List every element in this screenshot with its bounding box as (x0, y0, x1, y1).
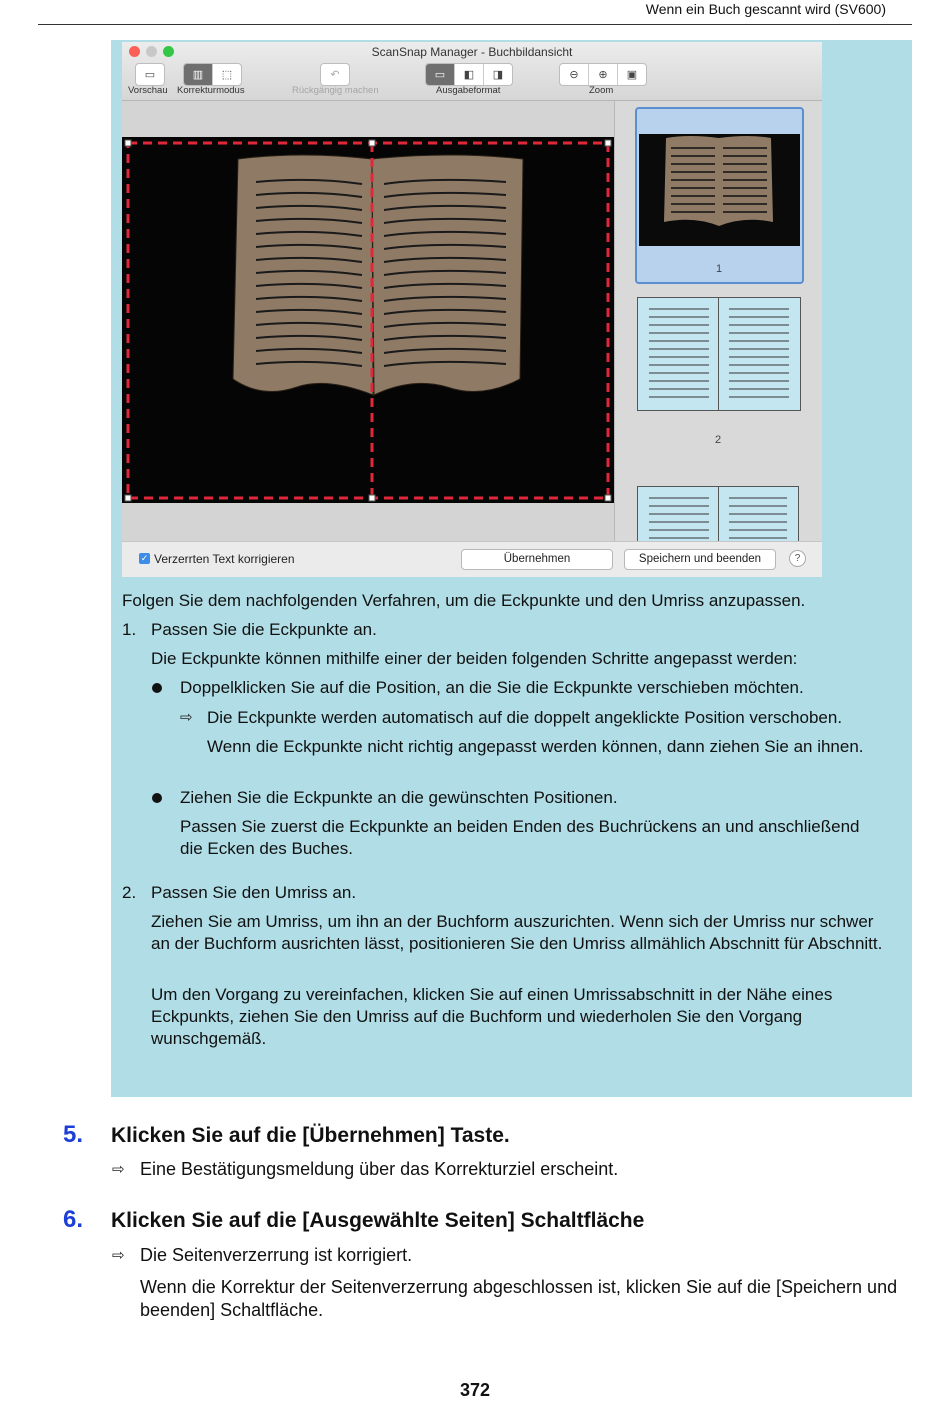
title-bar (122, 42, 822, 101)
step-5-number: 5. (63, 1121, 84, 1148)
fit-window-button[interactable] (618, 64, 646, 85)
window-title: ScanSnap Manager - Buchbildansicht (371, 45, 573, 59)
substep-1-desc: Die Eckpunkte können mithilfe einer der beiden folgenden Schritte angepasst werden: (151, 649, 798, 668)
step-6-result: Die Seitenverzerrung ist korrigiert. (140, 1245, 413, 1265)
zoom-in-button[interactable] (589, 64, 618, 85)
zoom-out-icon: ⊖ (569, 69, 579, 81)
fit-window-icon: ▣ (626, 69, 638, 81)
undo-button[interactable] (321, 64, 349, 85)
bullet-2-text: Ziehen Sie die Eckpunkte an die gewünschten Positionen. (180, 788, 618, 807)
double-page-icon: ▭ (434, 69, 446, 81)
undo-label: Rückgängig machen (292, 85, 379, 96)
bullet-icon (152, 793, 162, 803)
bullet-2-note: Passen Sie zuerst die Eckpunkte an beiden Enden des Buchrückens an und anschließend die Ecken des Buches. (180, 817, 860, 858)
preview-label: Vorschau (128, 85, 168, 96)
output-single-page-button[interactable] (484, 64, 512, 85)
output-split-page-button[interactable] (455, 64, 484, 85)
correction-mode-label: Korrekturmodus (177, 85, 245, 96)
substep-2-number: 2. (122, 883, 137, 902)
preview-button[interactable] (136, 64, 164, 85)
substep-2-paragraph-2: Um den Vorgang zu vereinfachen, klicken Sie auf einen Umrissabschnitt in der Nähe eines Eckpunkts, ziehen Sie den Umriss auf die Buchform und wiederholen Sie den Vorgang wunschgemäß. (151, 985, 833, 1048)
zoom-in-icon: ⊕ (598, 69, 608, 81)
bullet-1-note: Wenn die Eckpunkte nicht richtig angepasst werden können, dann ziehen Sie an ihnen. (207, 737, 864, 756)
thumbnail-sidebar (614, 101, 822, 541)
substep-1-title: Passen Sie die Eckpunkte an. (151, 620, 377, 639)
app-window (122, 42, 822, 577)
correct-text-checkbox[interactable]: ✓ (140, 553, 149, 563)
step-5-heading: Klicken Sie auf die [Übernehmen] Taste. (111, 1124, 510, 1147)
thumbnail-1[interactable] (635, 107, 804, 284)
bullet-1-result: Die Eckpunkte werden automatisch auf die doppelt angeklickte Position verschoben. (207, 708, 843, 727)
thumbnail-2-image[interactable] (637, 297, 802, 415)
intro-text: Folgen Sie dem nachfolgenden Verfahren, um die Eckpunkte und den Umriss anzupassen. (122, 591, 806, 610)
help-icon[interactable]: ? (789, 550, 806, 567)
step-5-result: Eine Bestätigungsmeldung über das Korrekturziel erscheint. (140, 1159, 619, 1179)
single-page-icon: ◨ (492, 69, 504, 81)
crop-icon: ⬚ (221, 69, 233, 81)
split-page-icon: ◧ (463, 69, 475, 81)
bullet-icon (152, 683, 162, 693)
preview-button-group (135, 63, 165, 86)
undo-icon: ↶ (330, 69, 340, 81)
thumbnail-1-number: 1 (715, 263, 723, 275)
book-icon: ▥ (192, 69, 204, 81)
zoom-out-button[interactable] (560, 64, 589, 85)
save-and-finish-button[interactable]: Speichern und beenden (624, 549, 776, 570)
zoom-label: Zoom (589, 85, 614, 96)
output-double-page-button[interactable] (426, 64, 455, 85)
thumbnail-2-number: 2 (714, 434, 722, 446)
zoom-group (559, 63, 647, 86)
header-title: Wenn ein Buch gescannt wird (SV600) (645, 1, 886, 17)
page-header (38, 0, 912, 25)
substep-2-title: Passen Sie den Umriss an. (151, 883, 357, 902)
book-image (122, 137, 614, 503)
output-format-group (425, 63, 513, 86)
thumbnail-3-image[interactable] (637, 486, 802, 541)
step-6-note: Wenn die Korrektur der Seitenverzerrung abgeschlossen ist, klicken Sie auf die [Speichern und beenden] Schaltfläche. (140, 1277, 898, 1320)
page-number: 372 (459, 1380, 491, 1400)
arrow-result-icon: ⇨ (112, 1247, 125, 1264)
step-6-heading: Klicken Sie auf die [Ausgewählte Seiten] Schaltfläche (111, 1209, 645, 1232)
bottom-bar (122, 541, 822, 577)
output-format-label: Ausgabeformat (436, 85, 501, 96)
step-6-number: 6. (63, 1206, 84, 1233)
correction-mode-group (183, 63, 242, 86)
bullet-1-text: Doppelklicken Sie auf die Position, an die Sie die Eckpunkte verschieben möchten. (180, 678, 804, 697)
undo-button-group (320, 63, 350, 86)
preview-icon: ▭ (144, 69, 156, 81)
apply-button[interactable]: Übernehmen (461, 549, 613, 570)
book-correction-button[interactable] (184, 64, 213, 85)
thumbnail-1-image (639, 134, 800, 246)
scanned-image (122, 137, 614, 503)
correct-text-label: Verzerrten Text korrigieren (154, 552, 295, 566)
image-view[interactable] (122, 101, 614, 541)
crop-correction-button[interactable] (213, 64, 241, 85)
substep-2-paragraph-1: Ziehen Sie am Umriss, um ihn an der Buchform auszurichten. Wenn sich der Umriss nur schwer an der Buchform ausrichten lässt, positionieren Sie den Umriss allmählich Abschnitt für Abschnitt. (151, 912, 883, 953)
arrow-result-icon: ⇨ (112, 1161, 125, 1178)
substep-1-number: 1. (122, 620, 137, 639)
arrow-result-icon: ⇨ (180, 709, 193, 726)
